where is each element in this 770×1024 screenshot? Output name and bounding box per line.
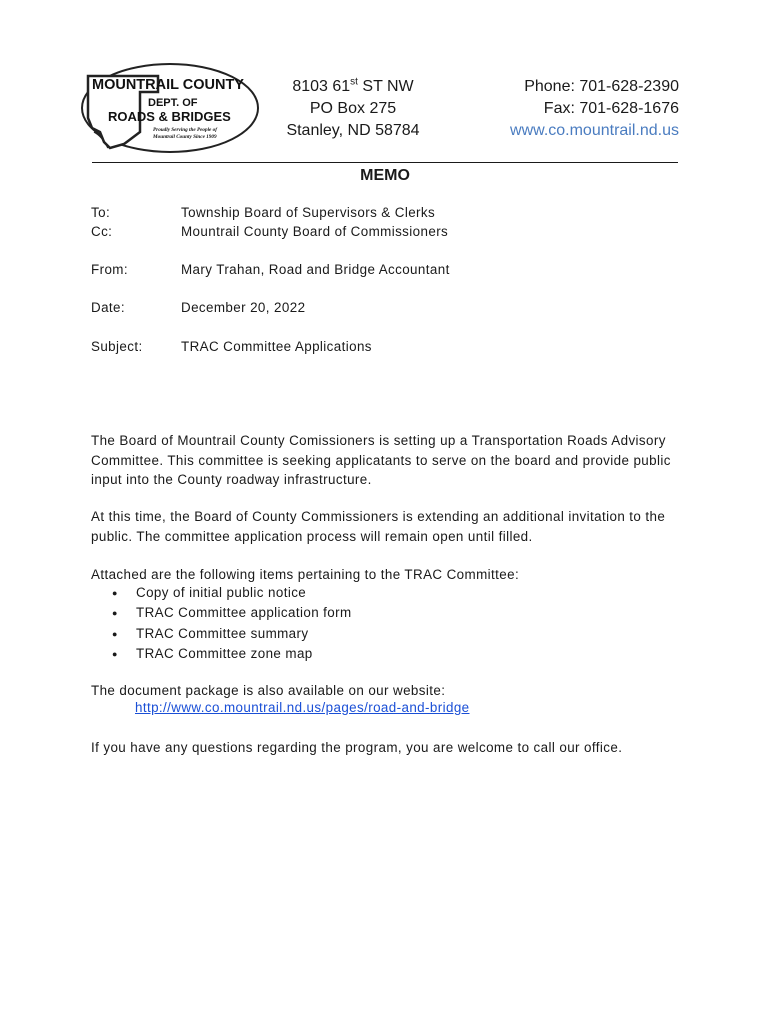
logo-tagline1: Proudly Serving the People of (153, 127, 217, 133)
from-value: Mary Trahan, Road and Bridge Accountant (181, 262, 450, 277)
logo-line3: ROADS & BRIDGES (108, 109, 231, 124)
county-logo-graphic (80, 62, 260, 154)
memo-title: MEMO (360, 167, 410, 184)
phone-number: Phone: 701-628-2390 (524, 78, 679, 95)
address-city: Stanley, ND 58784 (286, 122, 420, 139)
from-label: From: (91, 262, 128, 277)
logo-line1: MOUNTRAIL COUNTY (92, 77, 244, 93)
body-paragraph-4: The document package is also available on our website: (91, 683, 446, 698)
cc-value: Mountrail County Board of Commissioners (181, 224, 449, 239)
list-item: ● TRAC Committee summary (108, 624, 352, 644)
date-label: Date: (91, 300, 126, 315)
to-value: Township Board of Supervisors & Clerks (181, 205, 436, 220)
road-bridge-page-link[interactable]: http://www.co.mountrail.nd.us/pages/road-and-bridge (135, 700, 470, 715)
header-divider (92, 162, 678, 163)
list-item: ● TRAC Committee application form (108, 603, 352, 623)
logo-line2: DEPT. OF (148, 97, 198, 109)
body-paragraph-1: The Board of Mountrail County Comissioners is setting up a Transportation Roads Advisory Committee. This committee is seeking applicatants to serve on the board and provide public input into the County roadway infrastructure. (91, 433, 671, 487)
cc-label: Cc: (91, 224, 113, 239)
address-pobox: PO Box 275 (309, 100, 397, 117)
office-contact (510, 76, 679, 142)
fax-number: Fax: 701-628-1676 (543, 100, 679, 117)
subject-label: Subject: (91, 339, 143, 354)
body-paragraph-2: At this time, the Board of County Commissioners is extending an additional invitation to the public. The committee application process will remain open until filled. (91, 509, 666, 544)
office-address (272, 76, 434, 142)
website-link[interactable]: www.co.mountrail.nd.us (510, 122, 679, 139)
body-paragraph-3: Attached are the following items pertaining to the TRAC Committee: (91, 567, 520, 582)
logo-tagline2: Mountrail County Since 1909 (153, 134, 217, 140)
date-value: December 20, 2022 (181, 300, 306, 315)
address-street: 8103 61st ST NW (292, 76, 414, 95)
subject-value: TRAC Committee Applications (181, 339, 372, 354)
attachment-list (108, 583, 352, 664)
list-item: ● TRAC Committee zone map (108, 644, 352, 664)
list-item: ● Copy of initial public notice (108, 583, 352, 603)
body-paragraph-5: If you have any questions regarding the program, you are welcome to call our office. (91, 740, 623, 755)
to-label: To: (91, 205, 111, 220)
county-logo (80, 62, 260, 154)
